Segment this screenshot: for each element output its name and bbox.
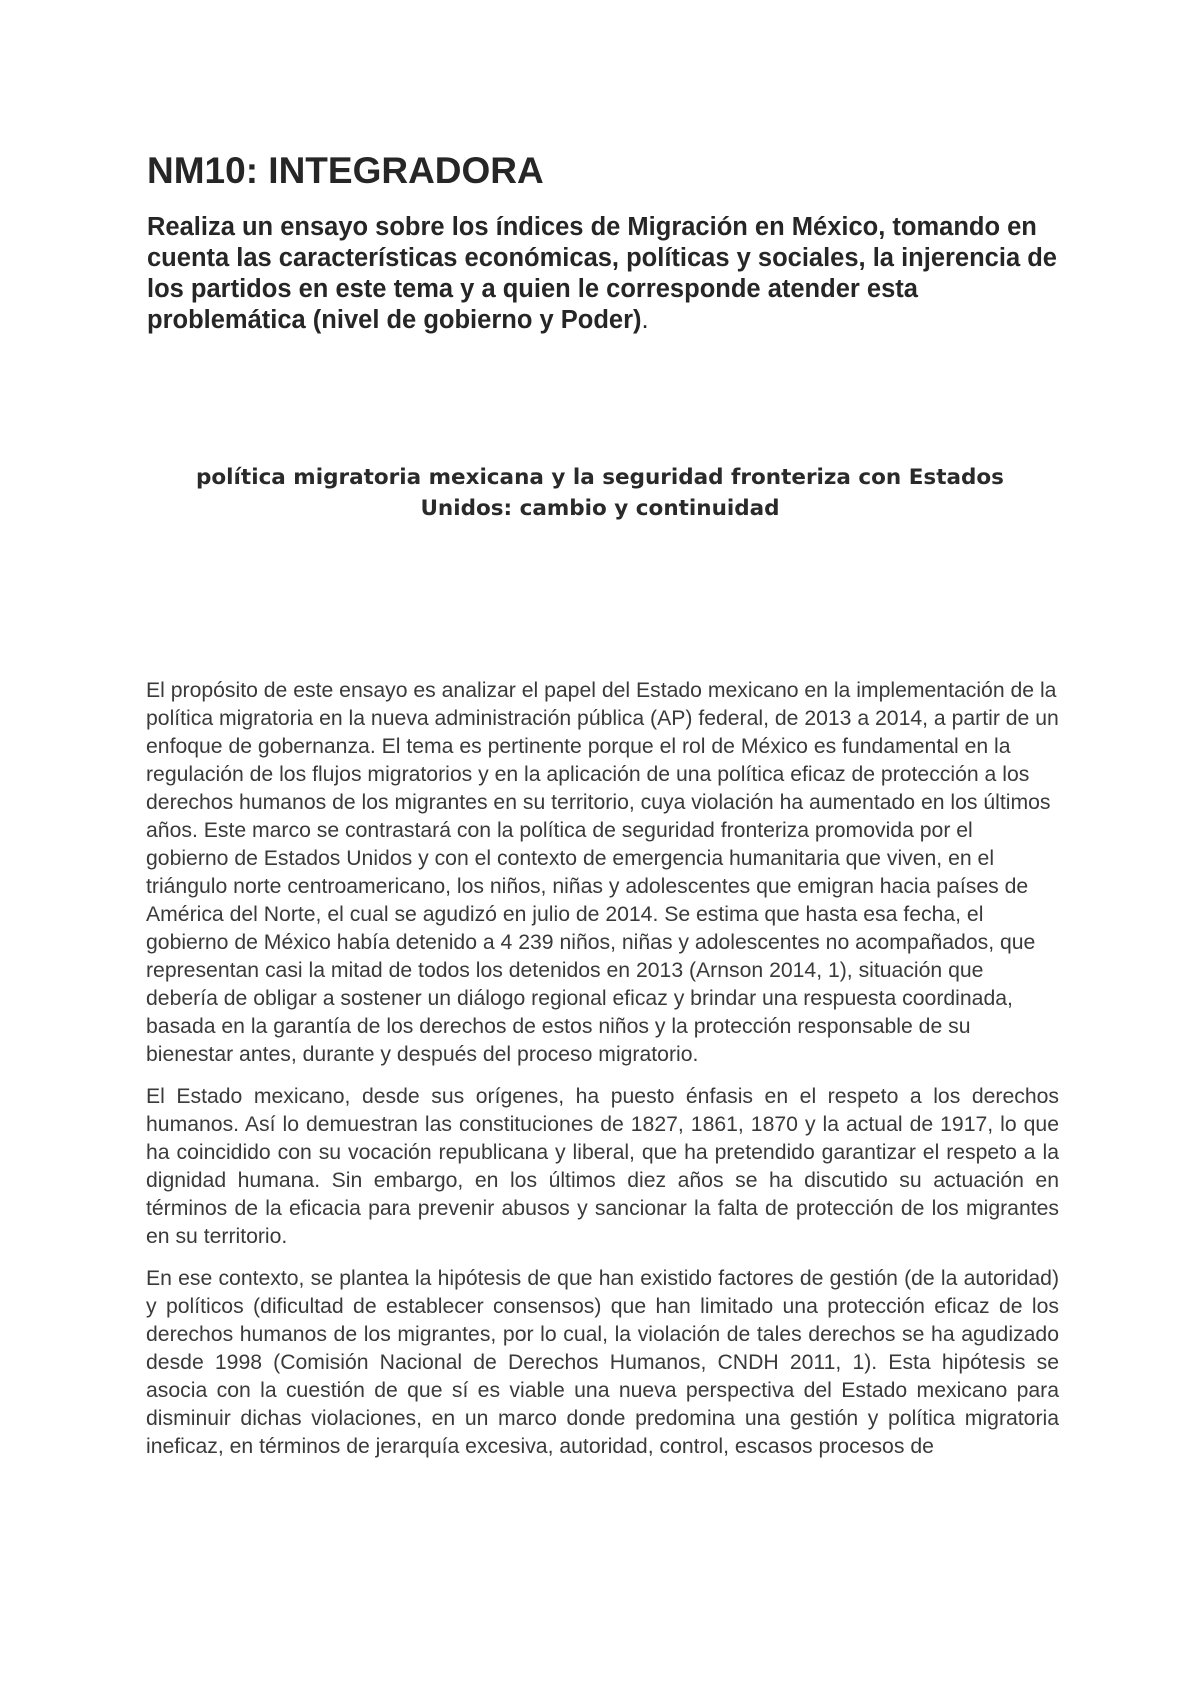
assignment-prompt	[147, 212, 1077, 336]
assignment-prompt-period: .	[641, 306, 649, 334]
essay-paragraph: En ese contexto, se plantea la hipótesis de que han existido factores de gestión (de la autoridad) y políticos (dificultad de establecer consensos) que han limitado una protección eficaz de los derechos humanos de los migrantes, por lo cual, la violación de tales derechos se ha agudizado desde 1998 (Comisión Nacional de Derechos Humanos, CNDH 2011, 1). Esta hipótesis se asocia con la cuestión de que sí es viable una nueva perspectiva del Estado mexicano para disminuir dichas violaciones, en un marco donde predomina una gestión y política migratoria ineficaz, en términos de jerarquía excesiva, autoridad, control, escasos procesos de	[146, 1267, 1059, 1458]
assignment-prompt-text: Realiza un ensayo sobre los índices de Migración en México, tomando en cuenta las características económicas, políticas y sociales, la injerencia de los partidos en este tema y a quien le corresponde atender esta problemática (nivel de gobierno y Poder)	[147, 213, 1057, 334]
essay-body	[146, 677, 1059, 1475]
essay-paragraph: El Estado mexicano, desde sus orígenes, ha puesto énfasis en el respeto a los derechos humanos. Así lo demuestran las constituciones de 1827, 1861, 1870 y la actual de 1917, lo que ha coincidido con su vocación republicana y liberal, que ha pretendido garantizar el respeto a la dignidad humana. Sin embargo, en los últimos diez años se ha discutido su actuación en términos de la eficacia para prevenir abusos y sancionar la falta de protección de los migrantes en su territorio.	[146, 1085, 1059, 1248]
essay-subtitle: política migratoria mexicana y la seguridad fronteriza con Estados Unidos: cambio y continuidad	[196, 465, 1004, 521]
essay-paragraph: El propósito de este ensayo es analizar el papel del Estado mexicano en la implementación de la política migratoria en la nueva administración pública (AP) federal, de 2013 a 2014, a partir de un enfoque de gobernanza. El tema es pertinente porque el rol de México es fundamental en la regulación de los flujos migratorios y en la aplicación de una política eficaz de protección a los derechos humanos de los migrantes en su territorio, cuya violación ha aumentado en los últimos años. Este marco se contrastará con la política de seguridad fronteriza promovida por el gobierno de Estados Unidos y con el contexto de emergencia humanitaria que viven, en el triángulo norte centroamericano, los niños, niñas y adolescentes que emigran hacia países de América del Norte, el cual se agudizó en julio de 2014. Se estima que hasta esa fecha, el gobierno de México había detenido a 4 239 niños, niñas y adolescentes no acompañados, que representan casi la mitad de todos los detenidos en 2013 (Arnson 2014, 1), situación que debería de obligar a sostener un diálogo regional eficaz y brindar una respuesta coordinada, basada en la garantía de los derechos de estos niños y la protección responsable de su bienestar antes, durante y después del proceso migratorio.	[146, 679, 1059, 1066]
document-title: NM10: INTEGRADORA	[147, 150, 544, 191]
